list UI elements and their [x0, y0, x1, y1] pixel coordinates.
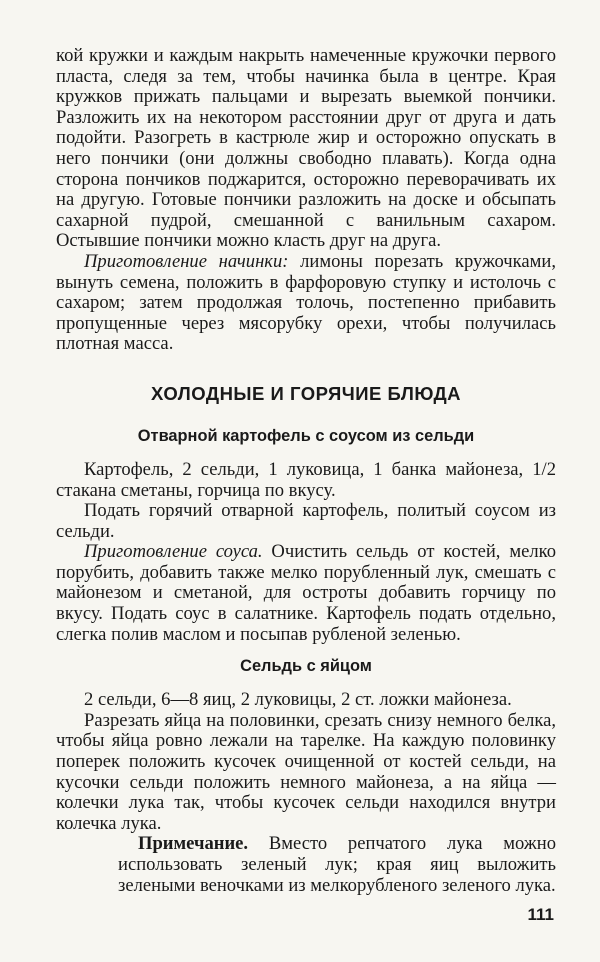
paragraph-sauce-preparation	[56, 542, 556, 645]
paragraph-herring-egg-method: Разрезать яйца на половинки, срезать снизу немного белка, чтобы яйца ровно лежали на тарелке. На каждую половинку поперек положить кусочек очищенной от костей сельди, на кусочки сельди положить немного майонеза, а на яйца — колечки лука так, чтобы кусочек сельди находился внутри колечка лука.	[56, 709, 556, 834]
recipe-title-herring-egg: Сельдь с яйцом	[240, 657, 372, 676]
note-paragraph	[118, 834, 556, 896]
filling-text: лимоны порезать кружочками, вынуть семена, положить в фарфоровую ступку и истолочь с сахаром; затем продолжая толочь, постепенно прибавить пропущенные через мясорубку орехи, чтобы получилась плотная масса.	[56, 250, 556, 355]
filling-label: Приготовление начинки:	[84, 250, 289, 272]
paragraph-filling-preparation	[56, 252, 556, 355]
paragraph-serving-potatoes: Подать горячий отварной картофель, политый соусом из сельди.	[56, 500, 556, 542]
note-label: Примечание.	[138, 833, 249, 855]
ingredients-potatoes: Картофель, 2 сельди, 1 луковица, 1 банка майонеза, 1/2 стакана сметаны, горчица по вкусу.	[56, 458, 556, 501]
paragraph-donut-method: кой кружки и каждым накрыть намеченные кружочки первого пласта, следя за тем, чтобы начинка была в центре. Края кружков прижать пальцами и вырезать выемкой пончики. Разложить их на некотором расстоянии друг от друга и дать подойти. Разогреть в кастрюле жир и осторожно опускать в него пончики (они должны свободно плавать). Когда одна сторона пончиков поджарится, осторожно переворачивать их на другую. Готовые пончики разложить на доске и обсыпать сахарной пудрой, смешанной с ванильным сахаром. Остывшие пончики можно класть друг на друга.	[56, 45, 556, 252]
recipe-title-potatoes: Отварной картофель с соусом из сельди	[137, 426, 475, 445]
section-title: ХОЛОДНЫЕ И ГОРЯЧИЕ БЛЮДА	[150, 382, 462, 404]
sauce-label: Приготовление соуса.	[84, 541, 263, 563]
page-number: 111	[527, 905, 554, 924]
note-text: Вместо репчатого лука можно использовать зеленый лук; края яиц выложить зелеными веночками из мелкорубленого зеленого лука.	[118, 833, 556, 896]
ingredients-herring-egg: 2 сельди, 6—8 яиц, 2 луковицы, 2 ст. ложки майонеза.	[84, 689, 512, 711]
sauce-text: Очистить сельдь от костей, мелко порубить, добавить также мелко порубленный лук, смешать с майонезом и сметаной, для остроты добавить горчицу по вкусу. Подать соус в салатнике. Картофель подать отдельно, слегка полив маслом и посыпав рубленой зеленью.	[56, 541, 556, 645]
